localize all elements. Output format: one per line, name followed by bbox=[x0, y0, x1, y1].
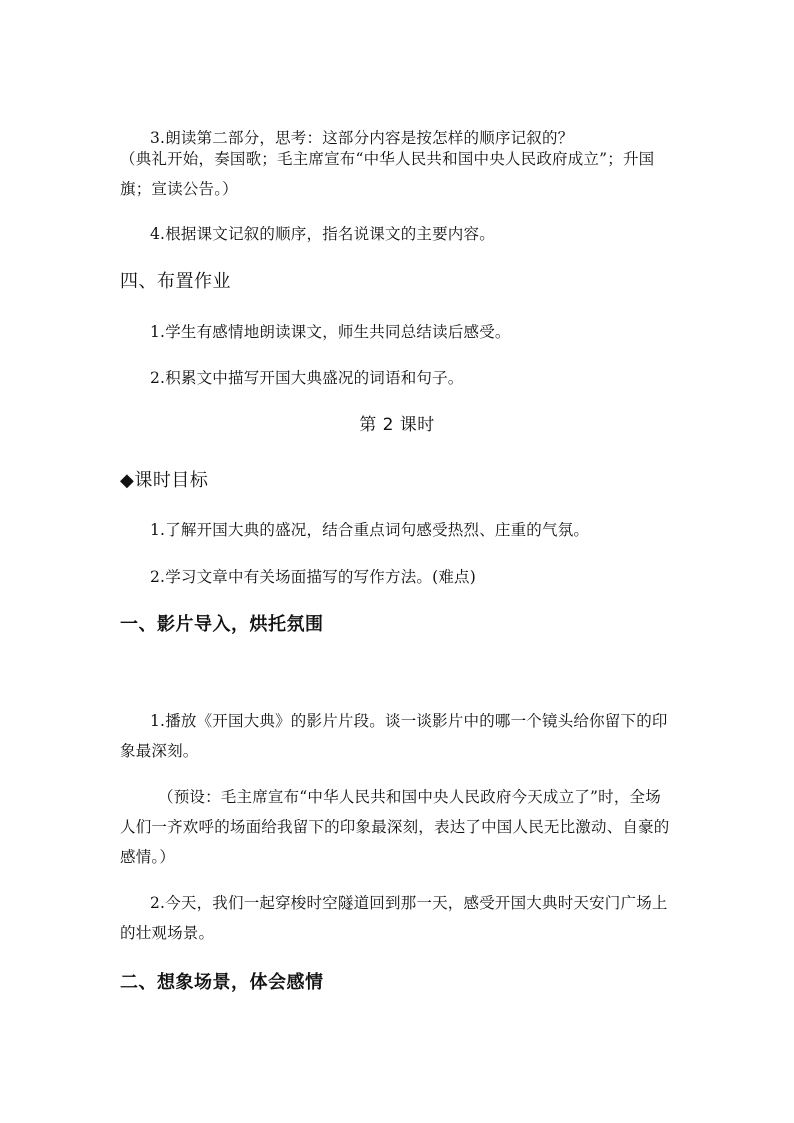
part-1-item-2-line-1: 2.今天，我们一起穿梭时空隧道回到那一天，感受开国大典时天安门广场上 bbox=[150, 894, 668, 912]
lesson-goal-1: 1.了解开国大典的盛况，结合重点词句感受热烈、庄重的气氛。 bbox=[150, 521, 590, 539]
preset-line-1: （预设：毛主席宣布“中华人民共和国中央人民政府今天成立了”时，全场 bbox=[158, 788, 661, 806]
homework-item-1: 1.学生有感情地朗读课文，师生共同总结读后感受。 bbox=[150, 323, 511, 341]
part-1-item-1-line-1: 1.播放《开国大典》的影片片段。谈一谈影片中的哪一个镜头给你留下的印 bbox=[150, 712, 668, 730]
preset-line-2: 人们一齐欢呼的场面给我留下的印象最深刻，表达了中国人民无比激动、自豪的 bbox=[120, 818, 670, 836]
lesson-goals-heading: ◆课时目标 bbox=[120, 470, 209, 491]
part-1-item-2-line-2: 的壮观场景。 bbox=[120, 924, 215, 942]
answer-3-line-1: （典礼开始，奏国歌；毛主席宣布“中华人民共和国中央人民政府成立”；升国 bbox=[120, 150, 655, 168]
part-1-item-1-line-2: 象最深刻。 bbox=[120, 742, 199, 760]
lesson-goal-2: 2.学习文章中有关场面描写的写作方法。(难点) bbox=[150, 568, 476, 586]
part-2-heading: 二、想象场景，体会感情 bbox=[120, 972, 324, 993]
homework-item-2: 2.积累文中描写开国大典盛况的词语和句子。 bbox=[150, 369, 464, 387]
part-1-heading: 一、影片导入，烘托氛围 bbox=[120, 614, 324, 635]
paragraph-item-4: 4.根据课文记叙的顺序，指名说课文的主要内容。 bbox=[150, 225, 495, 243]
preset-line-3: 感情。） bbox=[120, 848, 176, 866]
lesson-2-title: 第 2 课时 bbox=[359, 415, 435, 435]
answer-3-line-2: 旗；宣读公告。） bbox=[120, 180, 238, 198]
paragraph-item-3: 3.朗读第二部分，思考：这部分内容是按怎样的顺序记叙的？ bbox=[150, 129, 574, 147]
homework-heading: 四、布置作业 bbox=[120, 271, 231, 292]
